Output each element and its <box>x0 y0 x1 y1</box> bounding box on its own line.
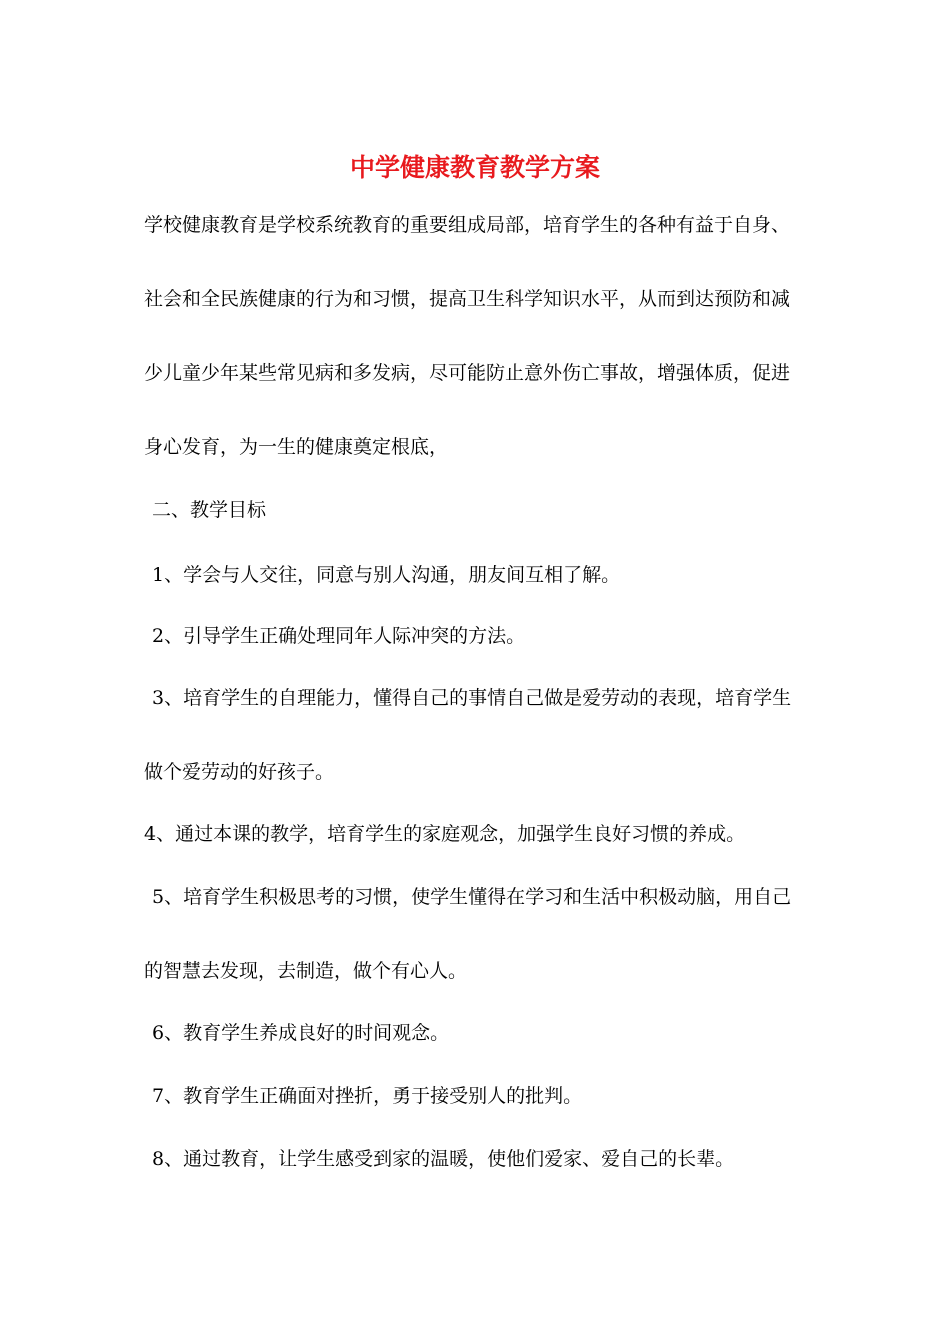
section-heading: 二、教学目标 <box>152 499 267 521</box>
goal-text: 、通过本课的教学，培育学生的家庭观念，加强学生良好习惯的养成。 <box>156 823 746 845</box>
goal-text: 、学会与人交往，同意与别人沟通，朋友间互相了解。 <box>164 564 621 586</box>
intro-line-1: 学校健康教育是学校系统教育的重要组成局部，培育学生的各种有益于自身、 <box>144 214 791 236</box>
intro-line-4: 身心发育，为一生的健康奠定根底， <box>144 436 449 458</box>
goal-text: 、通过教育，让学生感受到家的温暖，使他们爱家、爱自己的长辈。 <box>164 1148 735 1170</box>
goal-item-1 <box>152 561 620 589</box>
goal-number: 6 <box>152 1022 165 1044</box>
goal-item-7 <box>152 1082 582 1110</box>
goal-item-5 <box>152 883 791 911</box>
goal-item-4 <box>144 820 745 848</box>
goal-item-3 <box>152 684 791 712</box>
goal-number: 8 <box>152 1148 165 1170</box>
intro-line-2: 社会和全民族健康的行为和习惯，提高卫生科学知识水平，从而到达预防和减 <box>144 288 791 310</box>
goal-text: 、培育学生的自理能力，懂得自己的事情自己做是爱劳动的表现，培育学生 <box>164 687 792 709</box>
goal-number: 3 <box>152 687 165 709</box>
goal-text: 、教育学生养成良好的时间观念。 <box>164 1022 450 1044</box>
goal-item-2 <box>152 622 525 650</box>
goal-number: 5 <box>152 886 165 908</box>
goal-text: 、教育学生正确面对挫折，勇于接受别人的批判。 <box>164 1085 583 1107</box>
goal-item-6 <box>152 1019 449 1047</box>
goal-number: 1 <box>152 564 165 586</box>
goal-item-3-continuation: 做个爱劳动的好孩子。 <box>144 761 335 783</box>
goal-number: 7 <box>152 1085 165 1107</box>
document-title: 中学健康教育教学方案 <box>349 153 600 182</box>
goal-item-5-continuation: 的智慧去发现，去制造，做个有心人。 <box>144 960 468 982</box>
intro-line-3: 少儿童少年某些常见病和多发病，尽可能防止意外伤亡事故，增强体质，促进 <box>144 362 791 384</box>
goal-number: 2 <box>152 625 165 647</box>
goal-number: 4 <box>144 823 157 845</box>
goal-item-8 <box>152 1145 734 1173</box>
goal-text: 、培育学生积极思考的习惯，使学生懂得在学习和生活中积极动脑，用自己 <box>164 886 792 908</box>
goal-text: 、引导学生正确处理同年人际冲突的方法。 <box>164 625 526 647</box>
